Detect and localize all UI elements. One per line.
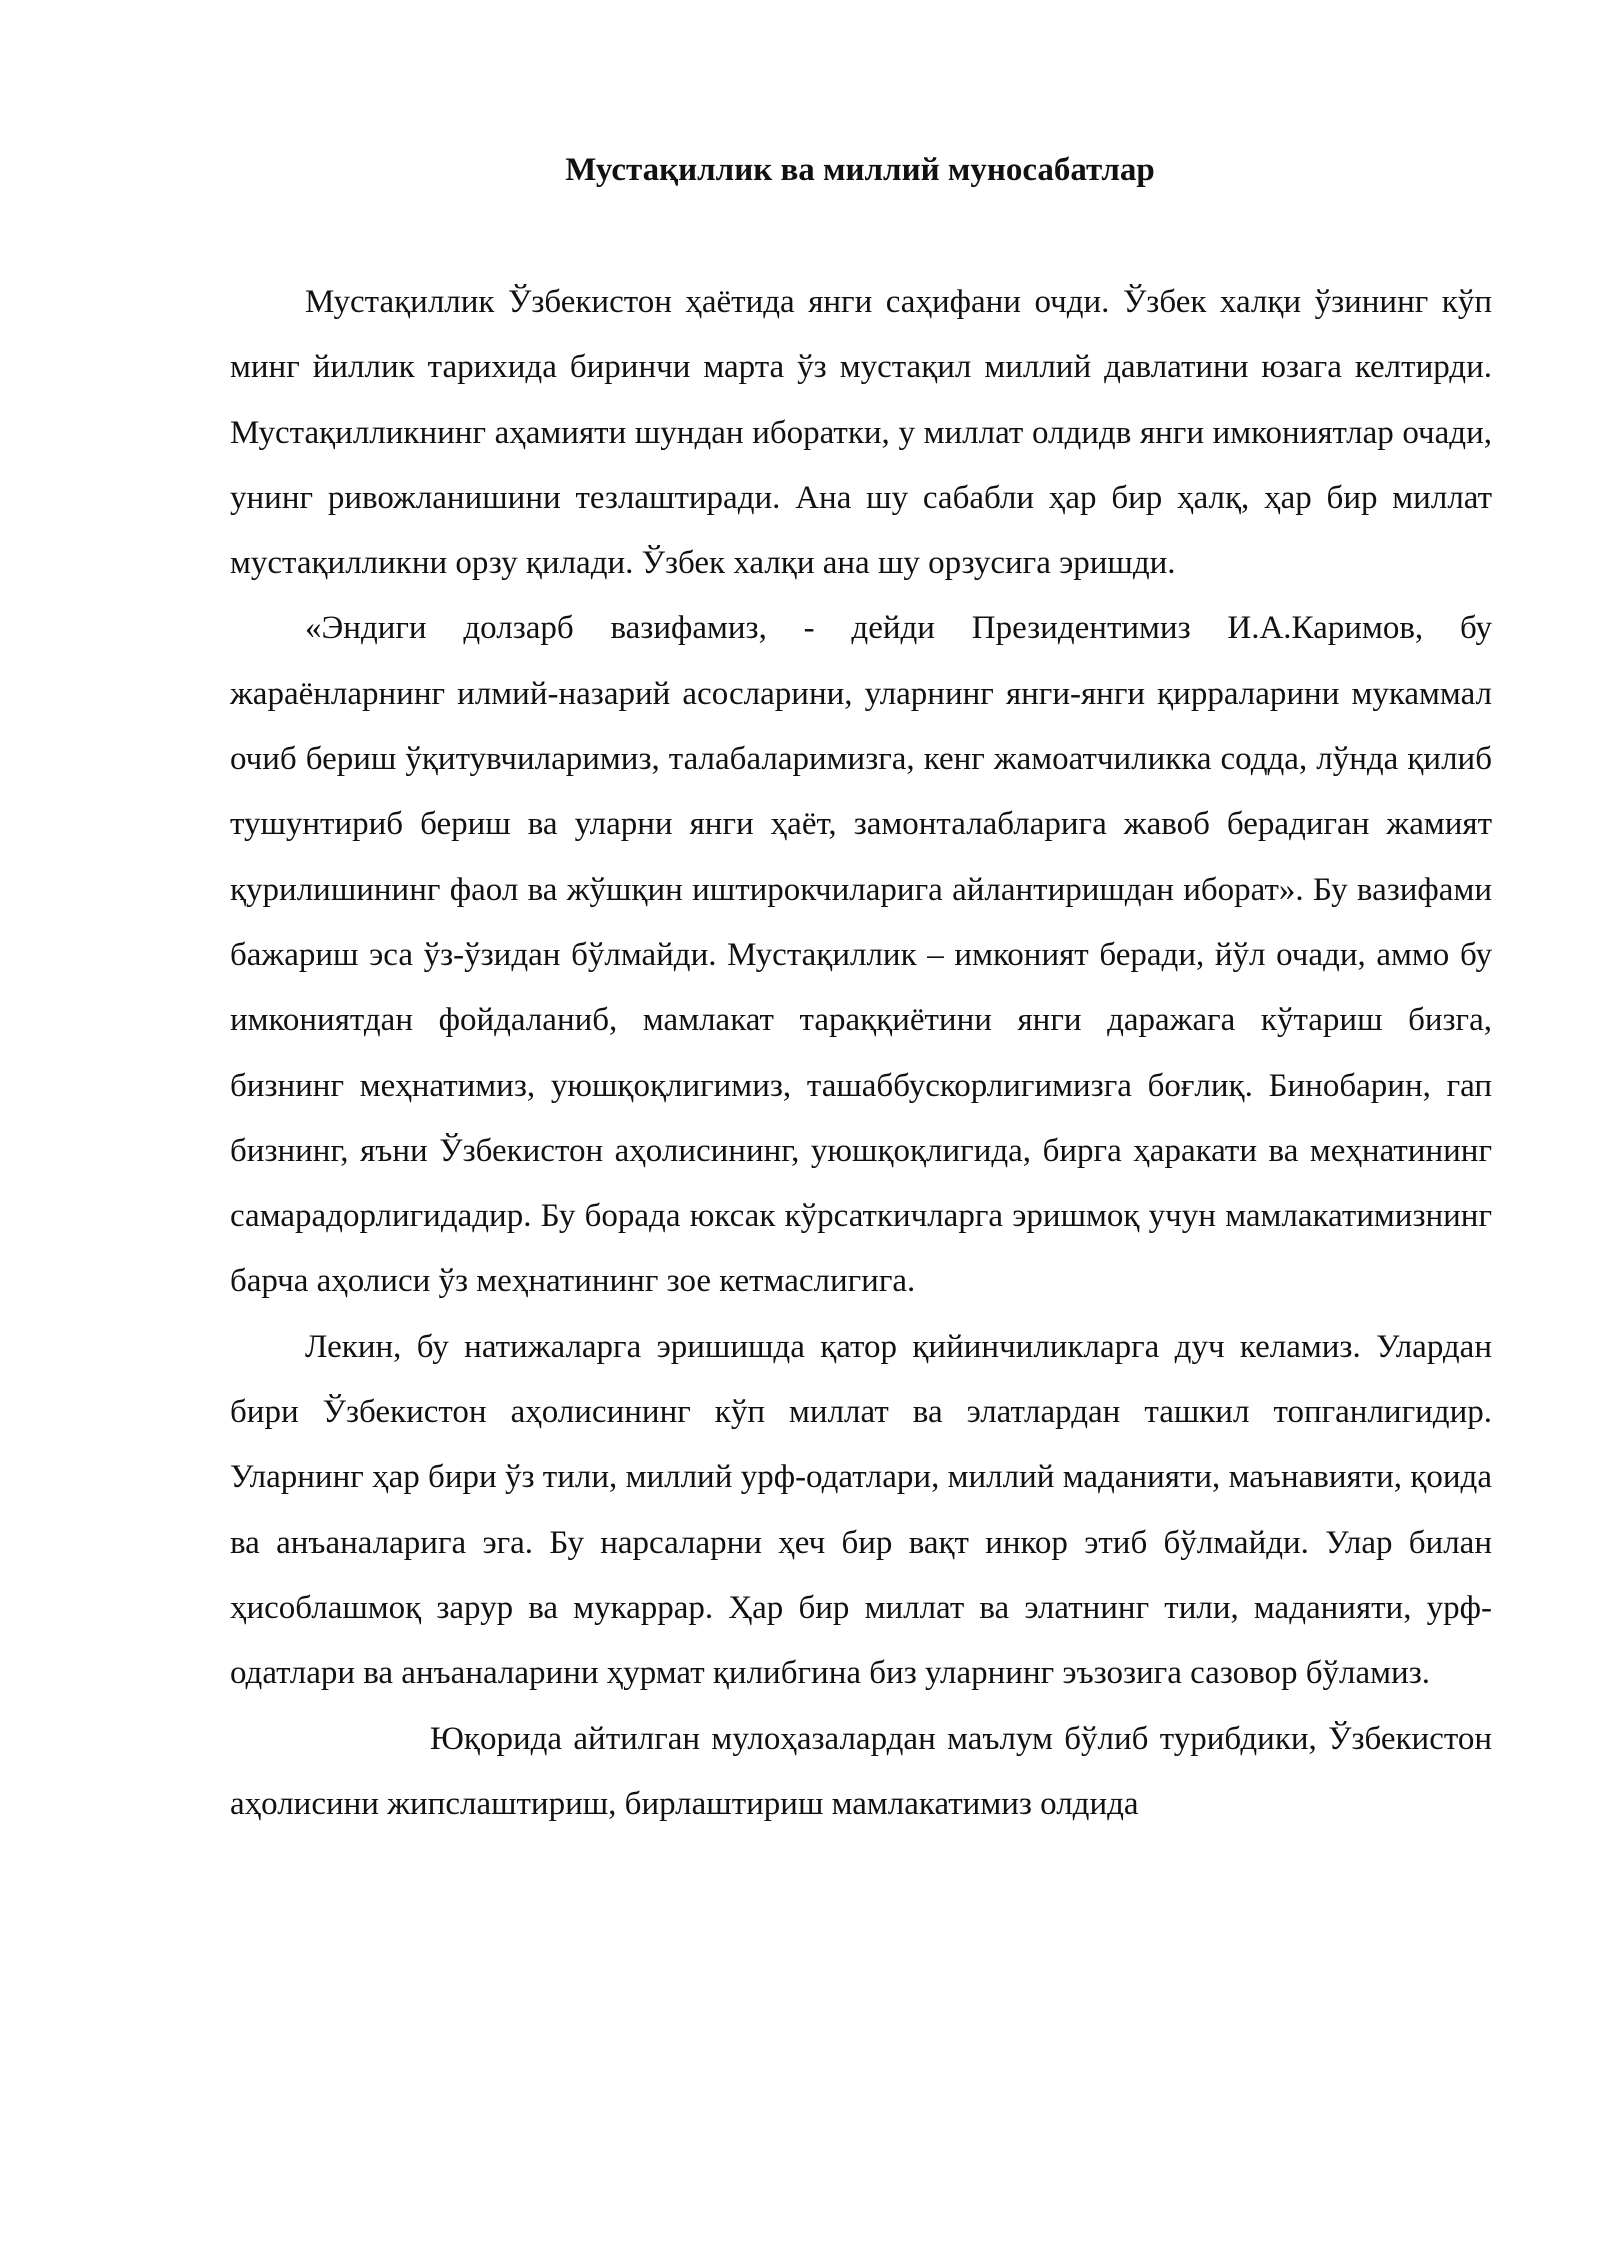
document-title: Мустақиллик ва миллий муносабатлар — [565, 152, 1155, 188]
document-body — [230, 270, 1492, 1837]
paragraph-multinational-population: Лекин, бу натижаларга эришишда қатор қийинчиликларга дуч келамиз. Улардан бири Ўзбекистон аҳолисининг кўп миллат ва элатлардан ташкил топганлигидир. Уларнинг ҳар бири ўз тили, миллий урф-одатлари, миллий маданияти, маънавияти, қоида ва анъаналарига эга. Бу нарсаларни ҳеч бир вақт инкор этиб бўлмайди. Улар билан ҳисоблашмоқ зарур ва мукаррар. Ҳар бир миллат ва элатнинг тили, маданияти, урф-одатлари ва анъаналарини ҳурмат қилибгина биз уларнинг эъзозига сазовор бўламиз. — [230, 1328, 1492, 1692]
paragraph-independence-intro: Мустақиллик Ўзбекистон ҳаётида янги саҳифани очди. Ўзбек халқи ўзининг кўп минг йиллик тарихида биринчи марта ўз мустақил миллий давлатини юзага келтирди. Мустақилликнинг аҳамияти шундан иборатки, у миллат олдидв янги имкониятлар очади, унинг ривожланишини тезлаштиради. Ана шу сабабли ҳар бир ҳалқ, ҳар бир миллат мустақилликни орзу қилади. Ўзбек халқи ана шу орзусига эришди. — [230, 284, 1492, 582]
paragraph-conclusion: Юқорида айтилган мулоҳазалардан маълум бўлиб турибдики, Ўзбекистон аҳолисини жипслаштириш, бирлаштириш мамлакатимиз олдида — [230, 1720, 1492, 1822]
paragraph-president-quote: «Эндиги долзарб вазифамиз, - дейди Президентимиз И.А.Каримов, бу жараёнларнинг илмий-назарий асосларини, уларнинг янги-янги қирраларини мукаммал очиб бериш ўқитувчиларимиз, талабаларимизга, кенг жамоатчиликка содда, лўнда қилиб тушунтириб бериш ва уларни янги ҳаёт, замонталабларига жавоб берадиган жамият қурилишининг фаол ва жўшқин иштирокчиларига айлантиришдан иборат». Бу вазифами бажариш эса ўз-ўзидан бўлмайди. Мустақиллик – имконият беради, йўл очади, аммо бу имкониятдан фойдаланиб, мамлакат тараққиётини янги даражага кўтариш бизга, бизнинг меҳнатимиз, уюшқоқлигимиз, ташаббускорлигимизга боғлиқ. Бинобарин, гап бизнинг, яъни Ўзбекистон аҳолисининг, уюшқоқлигида, бирга ҳаракати ва меҳнатининг самарадорлигидадир. Бу борада юксак кўрсаткичларга эришмоқ учун мамлакатимизнинг барча аҳолиси ўз меҳнатининг зое кетмаслигига. — [230, 610, 1492, 1300]
